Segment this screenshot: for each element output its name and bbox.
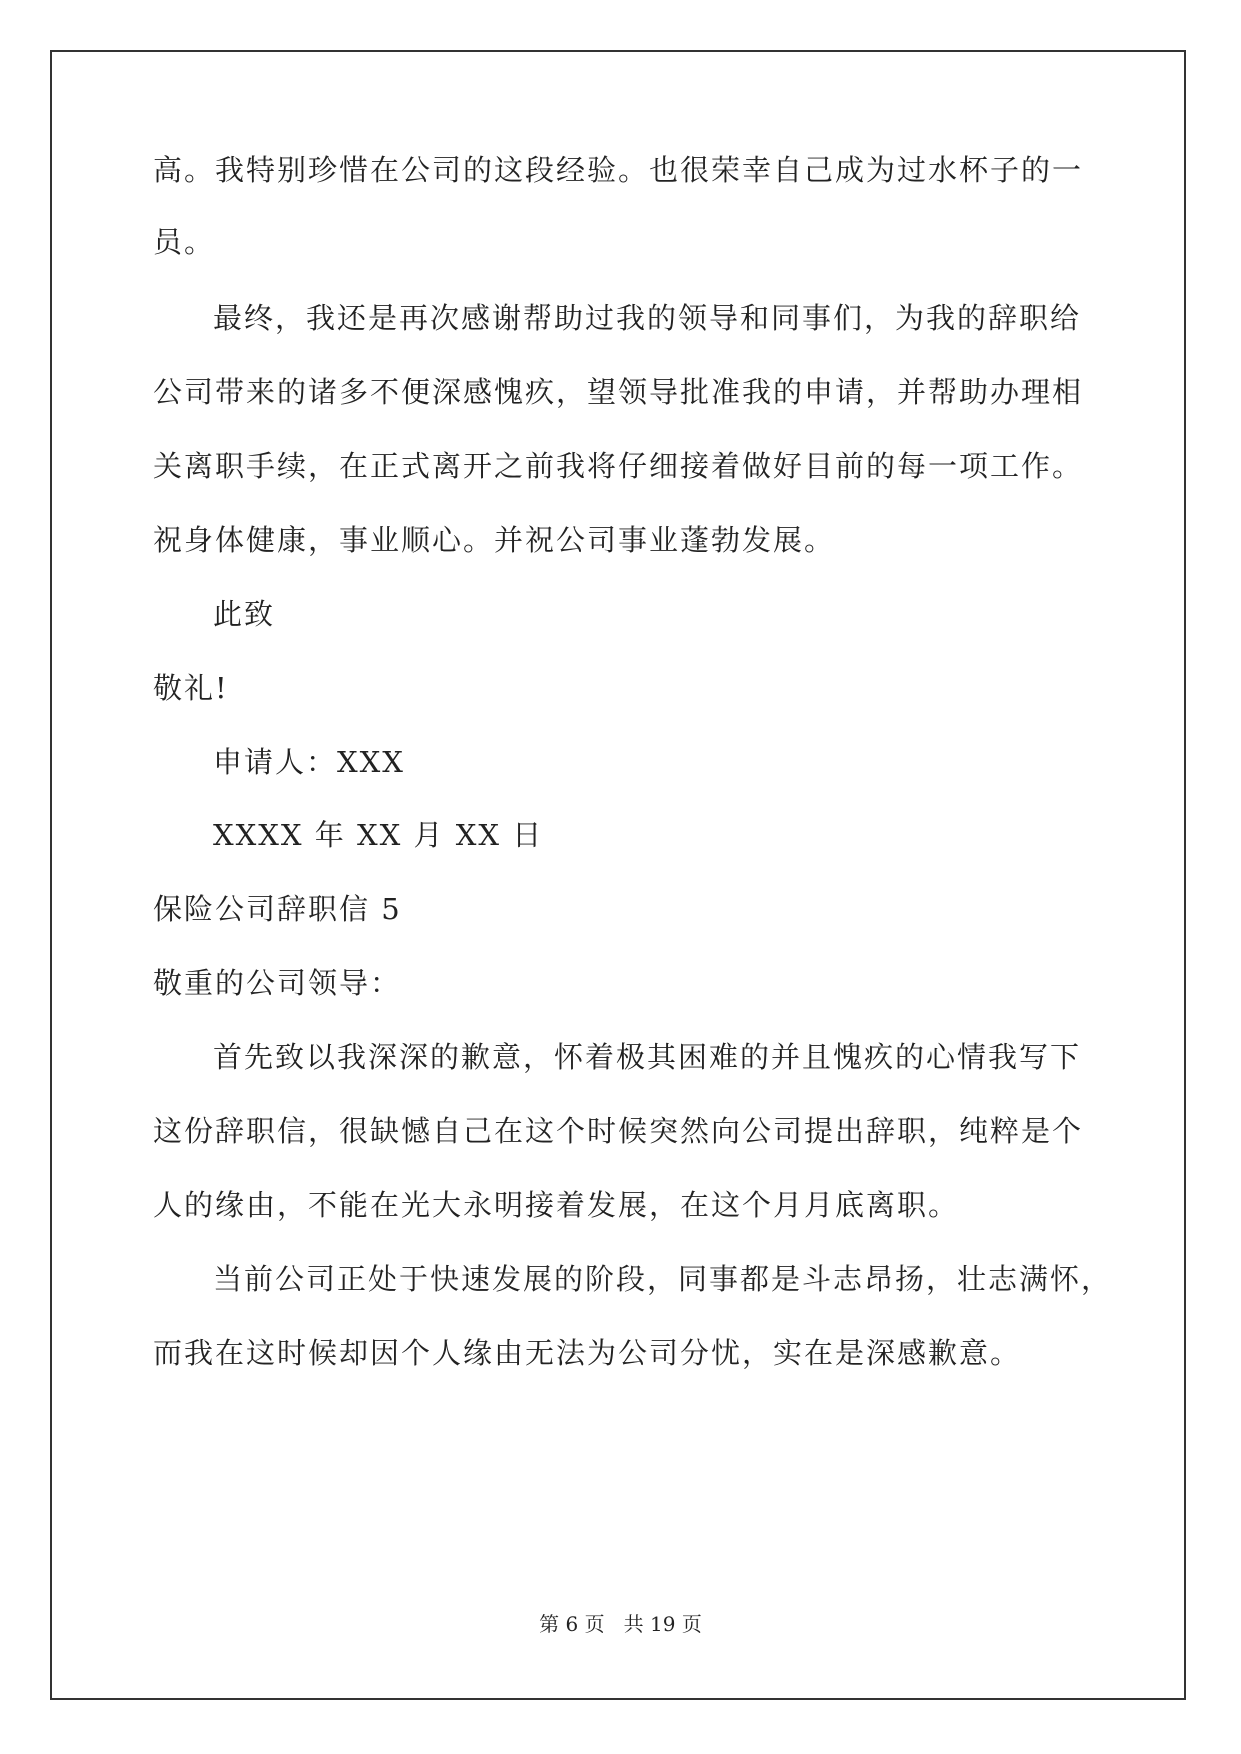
paragraph-line: 祝身体健康，事业顺心。并祝公司事业蓬勃发展。 <box>153 523 836 557</box>
section-title: 保险公司辞职信 5 <box>153 892 402 926</box>
greeting-line: 敬重的公司领导： <box>153 966 402 1000</box>
paragraph-line: 关离职手续，在正式离开之前我将仔细接着做好目前的每一项工作。 <box>153 449 1084 483</box>
paragraph-line: 高。我特别珍惜在公司的这段经验。也很荣幸自己成为过水杯子的一 <box>153 153 1084 187</box>
paragraph-line: 这份辞职信，很缺憾自己在这个时候突然向公司提出辞职，纯粹是个 <box>153 1114 1084 1148</box>
salutation-line: 此致 <box>213 597 276 631</box>
paragraph-line: 而我在这时候却因个人缘由无法为公司分忧，实在是深感歉意。 <box>153 1336 1022 1370</box>
paragraph-line: 公司带来的诸多不便深感愧疚，望领导批准我的申请，并帮助办理相 <box>153 375 1084 409</box>
paragraph-line: 员。 <box>153 225 216 259</box>
paragraph-line: 人的缘由，不能在光大永明接着发展，在这个月月底离职。 <box>153 1188 960 1222</box>
closing-line: 敬礼! <box>153 671 229 705</box>
paragraph-line: 最终，我还是再次感谢帮助过我的领导和同事们，为我的辞职给 <box>213 301 1082 335</box>
paragraph-line: 当前公司正处于快速发展的阶段，同事都是斗志昂扬，壮志满怀， <box>213 1262 1113 1296</box>
date-line: XXXX 年 XX 月 XX 日 <box>213 818 544 852</box>
paragraph-line: 首先致以我深深的歉意，怀着极其困难的并且愧疚的心情我写下 <box>213 1040 1082 1074</box>
page-footer: 第 6 页 共 19 页 <box>539 1612 702 1636</box>
applicant-line: 申请人：XXX <box>213 745 405 779</box>
